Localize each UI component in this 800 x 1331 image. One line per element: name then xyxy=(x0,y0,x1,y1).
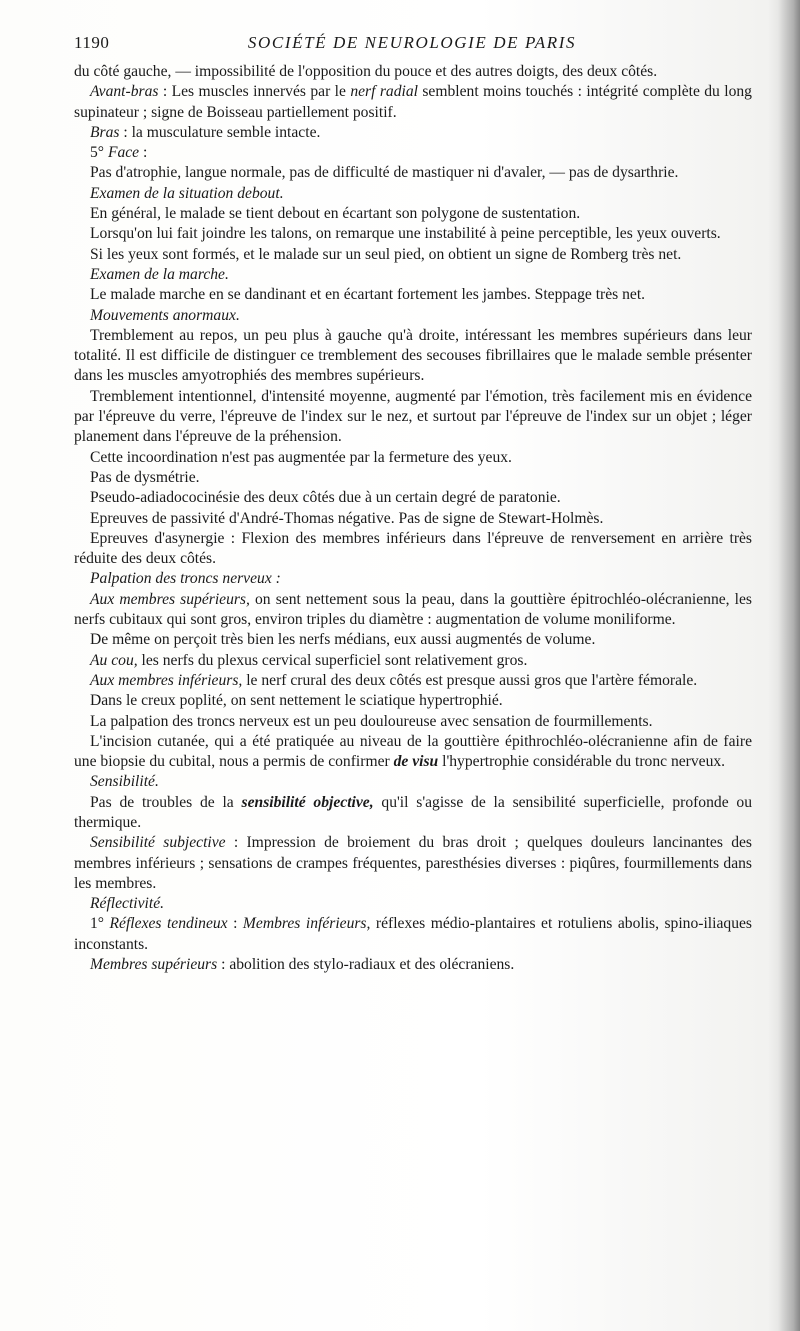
paragraph: Pseudo-adiadococinésie des deux côtés due à un certain degré de paratonie. xyxy=(90,489,561,507)
paragraph: Pas de dysmétrie. xyxy=(90,468,200,486)
section-number: 1° xyxy=(90,915,110,933)
paragraph: En général, le malade se tient debout en écartant son polygone de sustentation. xyxy=(90,205,581,223)
paragraph: Aux membres supérieurs, on sent nettement sous la peau, dans la gouttière épitrochléo-olécranienne, les nerfs cubitaux qui sont gros, environ triples du diamètre : augmentation de volume moniliforme. xyxy=(74,590,752,629)
paragraph: Epreuves de passivité d'André-Thomas négative. Pas de signe de Stewart-Holmès. xyxy=(90,509,604,527)
paragraph: Tremblement au repos, un peu plus à gauche qu'à droite, intéressant les membres supérieurs dans leur totalité. Il est difficile de distinguer ce tremblement des secouses fibrillaires que le malade semble présenter dans les muscles amyotrophiés des membres supérieurs. xyxy=(74,326,752,385)
paragraph: Avant-bras : Les muscles innervés par le nerf radial semblent moins touchés : intégrité complète du long supinateur ; signe de Boisseau partiellement positif. xyxy=(74,83,752,121)
paragraph: Bras : la musculature semble intacte. xyxy=(90,123,321,141)
page-header xyxy=(74,33,750,57)
running-title: SOCIÉTÉ DE NEUROLOGIE DE PARIS xyxy=(247,33,577,52)
paragraph: Le malade marche en se dandinant et en écartant fortement les jambes. Steppage très net. xyxy=(90,286,646,304)
section-heading: Sensibilité. xyxy=(90,773,159,791)
section-heading: Palpation des troncs nerveux : xyxy=(90,570,281,588)
paragraph-lead: Avant-bras xyxy=(90,83,159,101)
page-number: 1190 xyxy=(74,33,110,52)
paragraph: Epreuves d'asynergie : Flexion des membres inférieurs dans l'épreuve de renversement en arrière très réduite des deux côtés. xyxy=(74,529,752,568)
paragraph-lead: Réflexes tendineux xyxy=(109,915,228,933)
paragraph: Cette incoordination n'est pas augmentée par la fermeture des yeux. xyxy=(90,448,512,466)
paragraph-lead: Bras xyxy=(90,123,120,141)
paragraph-lead: Sensibilité subjective xyxy=(90,834,226,852)
paragraph: Membres supérieurs : abolition des stylo-radiaux et des olécraniens. xyxy=(90,956,515,974)
paragraph: Dans le creux poplité, on sent nettement le sciatique hypertrophié. xyxy=(90,692,503,710)
paragraph: De même on perçoit très bien les nerfs médians, eux aussi augmentés de volume. xyxy=(90,631,596,649)
emphasis: de visu xyxy=(393,753,439,771)
paragraph: Aux membres inférieurs, le nerf crural des deux côtés est presque aussi gros que l'artère fémorale. xyxy=(90,671,698,689)
paragraph-lead: Au cou, xyxy=(90,651,138,669)
paragraph: Au cou, les nerfs du plexus cervical superficiel sont relativement gros. xyxy=(90,651,528,669)
emphasis: Membres inférieurs, xyxy=(242,915,371,933)
section-heading: Réflectivité. xyxy=(90,895,165,913)
paragraph-lead: Face xyxy=(107,144,140,162)
body-text xyxy=(74,62,752,975)
emphasis: sensibilité objective, xyxy=(241,793,374,811)
paragraph: La palpation des troncs nerveux est un peu douloureuse avec sensation de fourmillements. xyxy=(90,712,653,730)
section-number: 5° xyxy=(90,144,108,162)
section-heading: Examen de la situation debout. xyxy=(90,184,284,202)
paragraph: Pas de troubles de la sensibilité objective, qu'il s'agisse de la sensibilité superficielle, profonde ou thermique. xyxy=(74,793,753,831)
paragraph: Lorsqu'on lui fait joindre les talons, on remarque une instabilité à peine perceptible, les yeux ouverts. xyxy=(90,225,721,243)
section-heading: Mouvements anormaux. xyxy=(90,306,240,324)
paragraph: Sensibilité subjective : Impression de broiement du bras droit ; quelques douleurs lancinantes des membres inférieurs ; sensations de crampes fréquentes, paresthésies diverses : piqûres, fourmillements dans les membres. xyxy=(74,834,752,892)
paragraph-lead: Aux membres inférieurs, xyxy=(90,671,243,689)
section-heading: Examen de la marche. xyxy=(90,265,229,283)
paragraph-lead: Aux membres supérieurs, xyxy=(90,590,250,608)
paragraph: Pas d'atrophie, langue normale, pas de difficulté de mastiquer ni d'avaler, — pas de dysarthrie. xyxy=(90,164,679,182)
emphasis: nerf radial xyxy=(350,83,418,101)
paragraph: L'incision cutanée, qui a été pratiquée au niveau de la gouttière épithrochléo-olécranienne afin de faire une biopsie du cubital, nous a permis de confirmer de visu l'hypertrophie considérable du tronc nerveux. xyxy=(74,732,752,771)
paragraph: 5° Face : xyxy=(90,144,148,162)
paragraph-lead: Membres supérieurs xyxy=(90,956,218,974)
paragraph: du côté gauche, — impossibilité de l'opposition du pouce et des autres doigts, des deux côtés. xyxy=(74,63,658,80)
paragraph: Si les yeux sont formés, et le malade sur un seul pied, on obtient un signe de Romberg très net. xyxy=(90,245,682,263)
paragraph: Tremblement intentionnel, d'intensité moyenne, augmenté par l'émotion, très facilement mis en évidence par l'épreuve du verre, l'épreuve de l'index sur le nez, et surtout par l'épreuve de l'index sur un objet ; léger planement dans l'épreuve de la préhension. xyxy=(74,387,752,446)
page-edge-shadow xyxy=(778,0,800,1331)
paragraph: 1° Réflexes tendineux : Membres inférieurs, réflexes médio-plantaires et rotuliens abolis, spino-iliaques inconstants. xyxy=(74,915,752,953)
